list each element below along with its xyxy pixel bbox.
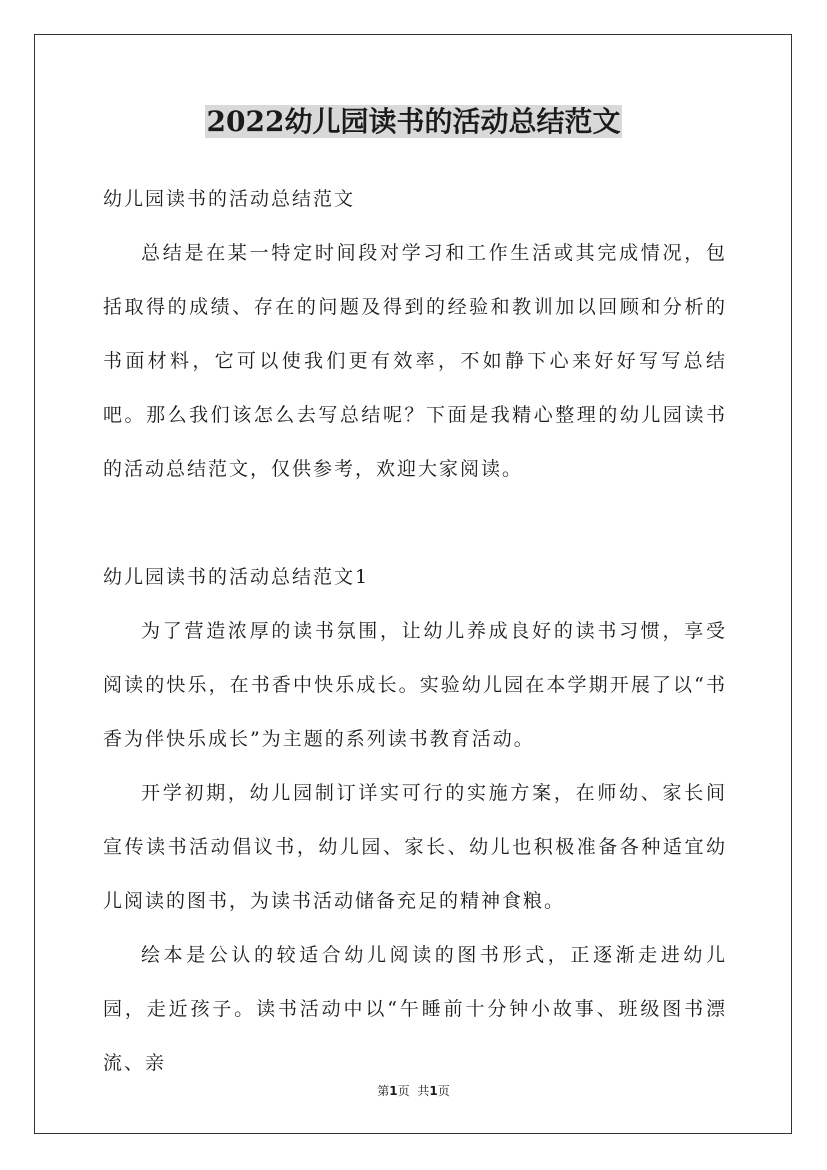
footer-prefix: 第 bbox=[377, 1084, 390, 1098]
document-title bbox=[0, 102, 827, 142]
section1-paragraph-3: 绘本是公认的较适合幼儿阅读的图书形式，正逐渐走进幼儿园，走近孩子。读书活动中以“午睡前十分钟小故事、班级图书漂流、亲 bbox=[103, 944, 727, 1074]
section1-paragraph-1: 为了营造浓厚的读书氛围，让幼儿养成良好的读书习惯，享受阅读的快乐，在书香中快乐成长。实验幼儿园在本学期开展了以“书香为伴快乐成长”为主题的系列读书教育活动。 bbox=[103, 620, 727, 750]
footer-total-prefix: 共 bbox=[417, 1084, 430, 1098]
footer-total-pages: 1 bbox=[429, 1084, 438, 1098]
section1-heading: 幼儿园读书的活动总结范文1 bbox=[103, 566, 370, 588]
intro-paragraph: 总结是在某一特定时间段对学习和工作生活或其完成情况，包括取得的成绩、存在的问题及得到的经验和教训加以回顾和分析的书面材料，它可以使我们更有效率，不如静下心来好好写写总结吧。那么我们该怎么去写总结呢？下面是我精心整理的幼儿园读书的活动总结范文，仅供参考，欢迎大家阅读。 bbox=[103, 242, 727, 480]
document-subtitle: 幼儿园读书的活动总结范文 bbox=[103, 188, 356, 210]
footer-total-suffix: 页 bbox=[437, 1084, 450, 1098]
document-body bbox=[103, 172, 727, 1090]
section1-paragraph-2: 开学初期，幼儿园制订详实可行的实施方案，在师幼、家长间宣传读书活动倡议书，幼儿园、家长、幼儿也积极准备各种适宜幼儿阅读的图书，为读书活动储备充足的精神食粮。 bbox=[103, 782, 727, 912]
footer-page-number: 1 bbox=[389, 1084, 398, 1098]
paragraph-gap bbox=[103, 496, 727, 550]
page-footer bbox=[0, 1082, 827, 1099]
footer-page-suffix: 页 bbox=[397, 1084, 410, 1098]
title-text: 2022幼儿园读书的活动总结范文 bbox=[206, 105, 621, 138]
